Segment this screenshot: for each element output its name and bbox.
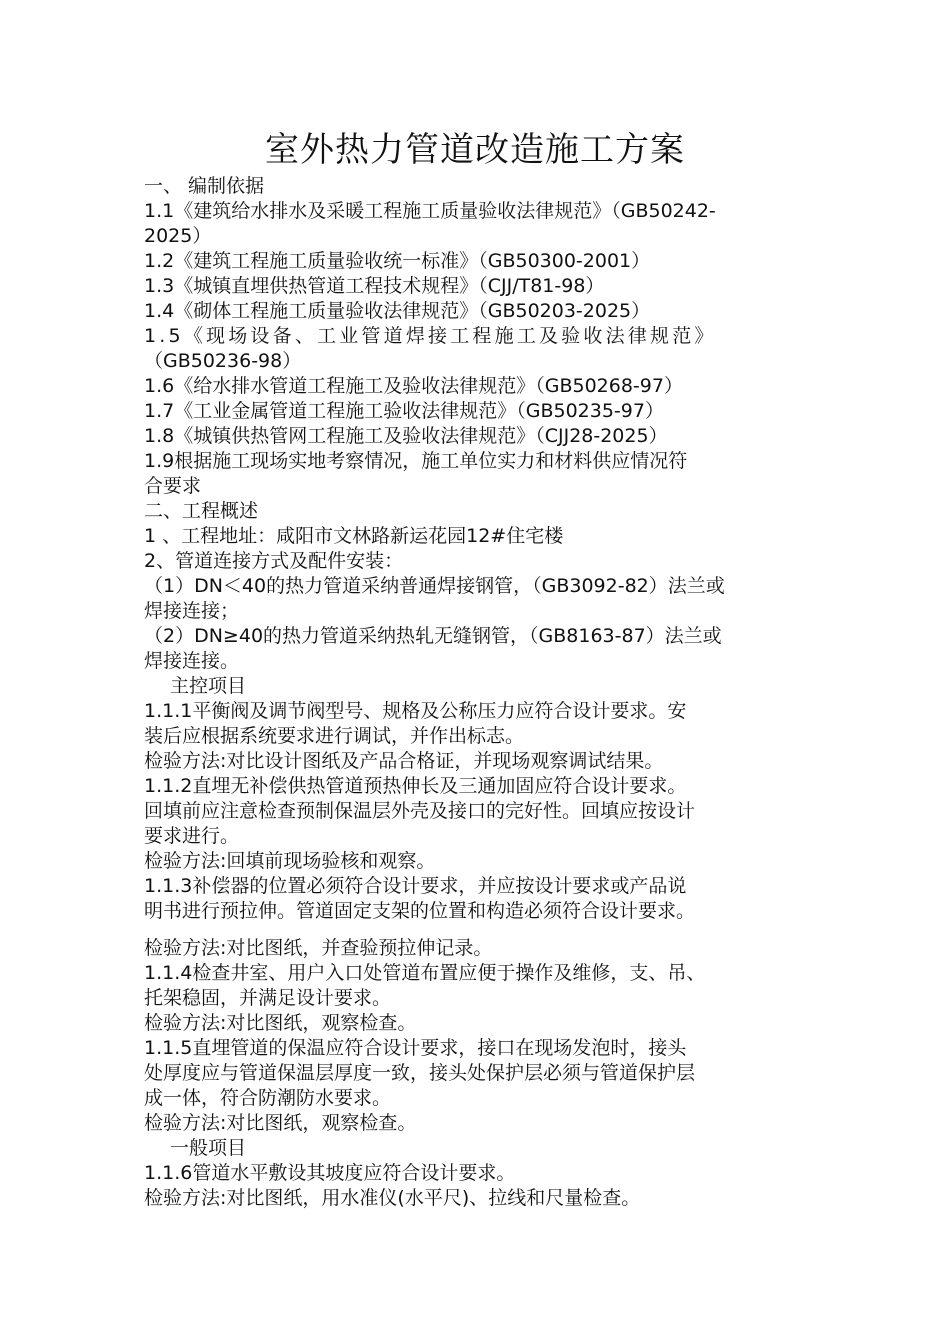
text-line: 明书进行预拉伸。管道固定支架的位置和构造必须符合设计要求。 bbox=[144, 900, 696, 922]
text-line: 1.9根据施工现场实地考察情况，施工单位实力和材料供应情况符 bbox=[144, 450, 688, 472]
text-line: 1 、工程地址：咸阳市文林路新运花园12#住宅楼 bbox=[144, 525, 564, 547]
text-line: 1.7《工业金属管道工程施工验收法律规范》（GB50235-97） bbox=[144, 400, 664, 422]
text-line: 2、管道连接方式及配件安装： bbox=[144, 550, 404, 572]
text-line: 1.3《城镇直埋供热管道工程技术规程》（CJJ/T81-98） bbox=[144, 275, 605, 297]
text-line: 要求进行。 bbox=[144, 825, 240, 847]
text-line: 1.6《给水排水管道工程施工及验收法律规范》（GB50268-97） bbox=[144, 375, 683, 397]
text-line: 检验方法:回填前现场验核和观察。 bbox=[144, 850, 436, 872]
blank-line bbox=[144, 924, 834, 936]
text-line: 焊接连接； bbox=[144, 600, 240, 622]
text-line: 1.8《城镇供热管网工程施工及验收法律规范》（CJJ28-2025） bbox=[144, 425, 668, 447]
text-line: 1.1.1平衡阀及调节阀型号、规格及公称压力应符合设计要求。安 bbox=[144, 700, 687, 722]
text-line: （2）DN≥40的热力管道采纳热轧无缝钢管，（GB8163-87）法兰或 bbox=[144, 625, 722, 647]
text-line: 1.4《砌体工程施工质量验收法律规范》（GB50203-2025） bbox=[144, 300, 651, 322]
text-line: 成一体，符合防潮防水要求。 bbox=[144, 1087, 392, 1109]
text-line: 焊接连接。 bbox=[144, 650, 240, 672]
subsection-heading: 主控项目 bbox=[170, 675, 247, 697]
text-line: 检验方法:对比图纸，并查验预拉伸记录。 bbox=[144, 937, 493, 959]
text-line: （GB50236-98） bbox=[144, 350, 302, 372]
subsection-heading: 一般项目 bbox=[170, 1137, 247, 1159]
text-line: 合要求 bbox=[144, 475, 202, 497]
text-line: 1.5《现场设备、工业管道焊接工程施工及验收法律规范》 bbox=[144, 325, 717, 347]
text-line: 托架稳固，并满足设计要求。 bbox=[144, 987, 392, 1009]
text-line: 1.1.3补偿器的位置必须符合设计要求，并应按设计要求或产品说 bbox=[144, 875, 687, 897]
text-line: 检验方法:对比设计图纸及产品合格证，并现场观察调试结果。 bbox=[144, 750, 664, 772]
text-line: 装后应根据系统要求进行调试，并作出标志。 bbox=[144, 725, 525, 747]
text-line: 处厚度应与管道保温层厚度一致，接头处保护层必须与管道保护层 bbox=[144, 1062, 696, 1084]
text-line: 1.1.5直埋管道的保温应符合设计要求，接口在现场发泡时，接头 bbox=[144, 1037, 687, 1059]
text-line: 2025） bbox=[144, 225, 212, 247]
text-line: 1.1《建筑给水排水及采暖工程施工质量验收法律规范》（GB50242- bbox=[144, 200, 716, 222]
text-line: （1）DN＜40的热力管道采纳普通焊接钢管，（GB3092-82）法兰或 bbox=[144, 575, 725, 597]
text-line: 检验方法:对比图纸，观察检查。 bbox=[144, 1012, 417, 1034]
text-line: 检验方法:对比图纸，观察检查。 bbox=[144, 1112, 417, 1134]
text-line: 检验方法:对比图纸，用水准仪(水平尺)、拉线和尺量检查。 bbox=[144, 1187, 641, 1209]
text-line: 1.2《建筑工程施工质量验收统一标准》（GB50300-2001） bbox=[144, 250, 651, 272]
text-line: 1.1.6管道水平敷设其坡度应符合设计要求。 bbox=[144, 1162, 516, 1184]
text-line: 回填前应注意检查预制保温层外壳及接口的完好性。回填应按设计 bbox=[144, 800, 696, 822]
document-body bbox=[144, 174, 834, 1211]
text-line: 1.1.2直埋无补偿供热管道预热伸长及三通加固应符合设计要求。 bbox=[144, 775, 687, 797]
section-heading: 二、工程概述 bbox=[144, 500, 259, 522]
section-heading: 一、 编制依据 bbox=[144, 175, 265, 197]
document-title: 室外热力管道改造施工方案 bbox=[265, 130, 685, 170]
text-line: 1.1.4检查井室、用户入口处管道布置应便于操作及维修，支、吊、 bbox=[144, 962, 706, 984]
